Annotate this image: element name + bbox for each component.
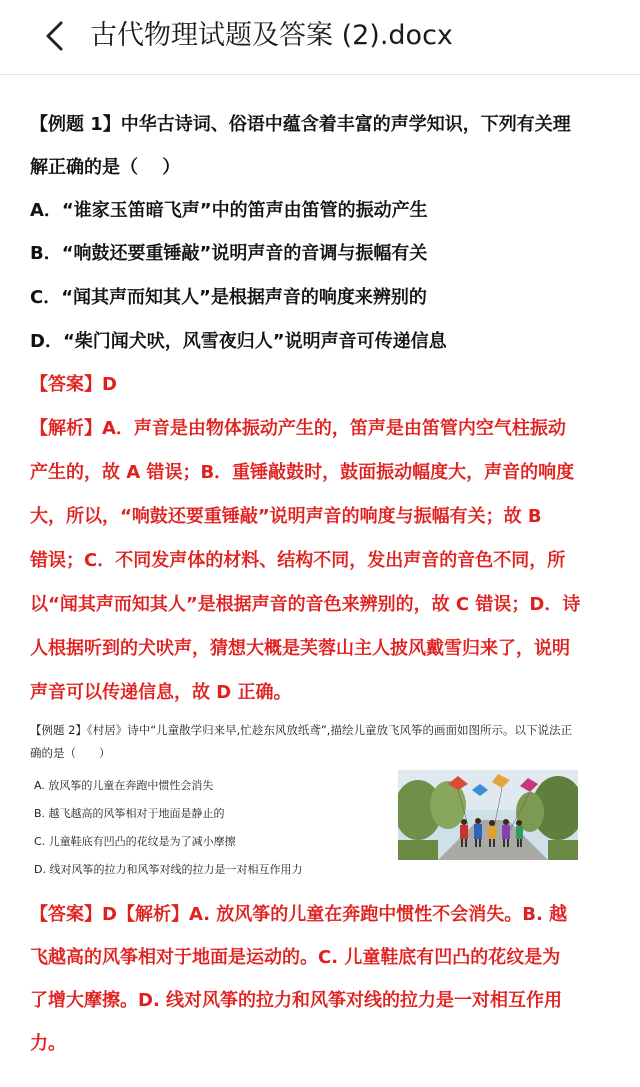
- back-button[interactable]: [36, 16, 76, 56]
- example2-option-d: D. 线对风筝的拉力和风筝对线的拉力是一对相互作用力: [34, 863, 303, 876]
- example1-analysis-line: 【解析】A．声音是由物体振动产生的，笛声是由笛管内空气柱振动: [30, 418, 566, 439]
- example1-analysis-line: 错误；C．不同发声体的材料、结构不同，发出声音的音色不同，所: [30, 550, 566, 571]
- example2-option-c: C. 儿童鞋底有凹凸的花纹是为了减小摩擦: [34, 835, 236, 848]
- example1-option-a: A．“谁家玉笛暗飞声”中的笛声由笛管的振动产生: [30, 200, 428, 221]
- example1-analysis-line: 产生的，故 A 错误；B．重锤敲鼓时，鼓面振动幅度大，声音的响度: [30, 462, 575, 483]
- document-title: 古代物理试题及答案 (2).docx: [90, 20, 453, 51]
- example1-analysis-line: 以“闻其声而知其人”是根据声音的音色来辨别的，故 C 错误；D．诗: [30, 594, 581, 615]
- kite-flying-photo: [398, 770, 578, 860]
- example1-analysis-line: 大，所以，“响鼓还要重锤敲”说明声音的响度与振幅有关；故 B: [30, 506, 542, 527]
- example2-question-line: 确的是（ ）: [30, 746, 111, 760]
- example2-answer-line: 飞越高的风筝相对于地面是运动的。C. 儿童鞋底有凹凸的花纹是为: [30, 947, 561, 968]
- example1-answer: 【答案】D: [30, 374, 117, 395]
- example2-answer-line: 【答案】D【解析】A. 放风筝的儿童在奔跑中惯性不会消失。B. 越: [30, 904, 568, 925]
- top-bar: [0, 0, 640, 75]
- example2-option-b: B. 越飞越高的风筝相对于地面是静止的: [34, 807, 225, 820]
- chevron-left-icon: [36, 16, 76, 56]
- example1-question-line: 【例题 1】中华古诗词、俗语中蕴含着丰富的声学知识，下列有关理: [30, 114, 571, 135]
- example1-option-d: D．“柴门闻犬吠，风雪夜归人”说明声音可传递信息: [30, 331, 447, 352]
- example1-option-c: C．“闻其声而知其人”是根据声音的响度来辨别的: [30, 287, 427, 308]
- kite-flying-illustration: [398, 770, 578, 860]
- example2-question-line: 【例题 2】《村居》诗中“儿童散学归来早,忙趁东风放纸鸢”,描绘儿童放飞风筝的画面如图所示。以下说法正: [30, 723, 572, 737]
- example2-answer-line: 了增大摩擦。D. 线对风筝的拉力和风筝对线的拉力是一对相互作用: [30, 990, 563, 1011]
- example2-option-a: A. 放风筝的儿童在奔跑中惯性会消失: [34, 779, 214, 792]
- example1-analysis-line: 人根据听到的犬吠声，猜想大概是芙蓉山主人披风戴雪归来了，说明: [30, 638, 570, 659]
- example2-answer-line: 力。: [30, 1033, 66, 1054]
- example1-option-b: B．“响鼓还要重锤敲”说明声音的音调与振幅有关: [30, 243, 428, 264]
- example1-analysis-line: 声音可以传递信息，故 D 正确。: [30, 682, 292, 703]
- example1-question-line: 解正确的是（ ）: [30, 157, 181, 178]
